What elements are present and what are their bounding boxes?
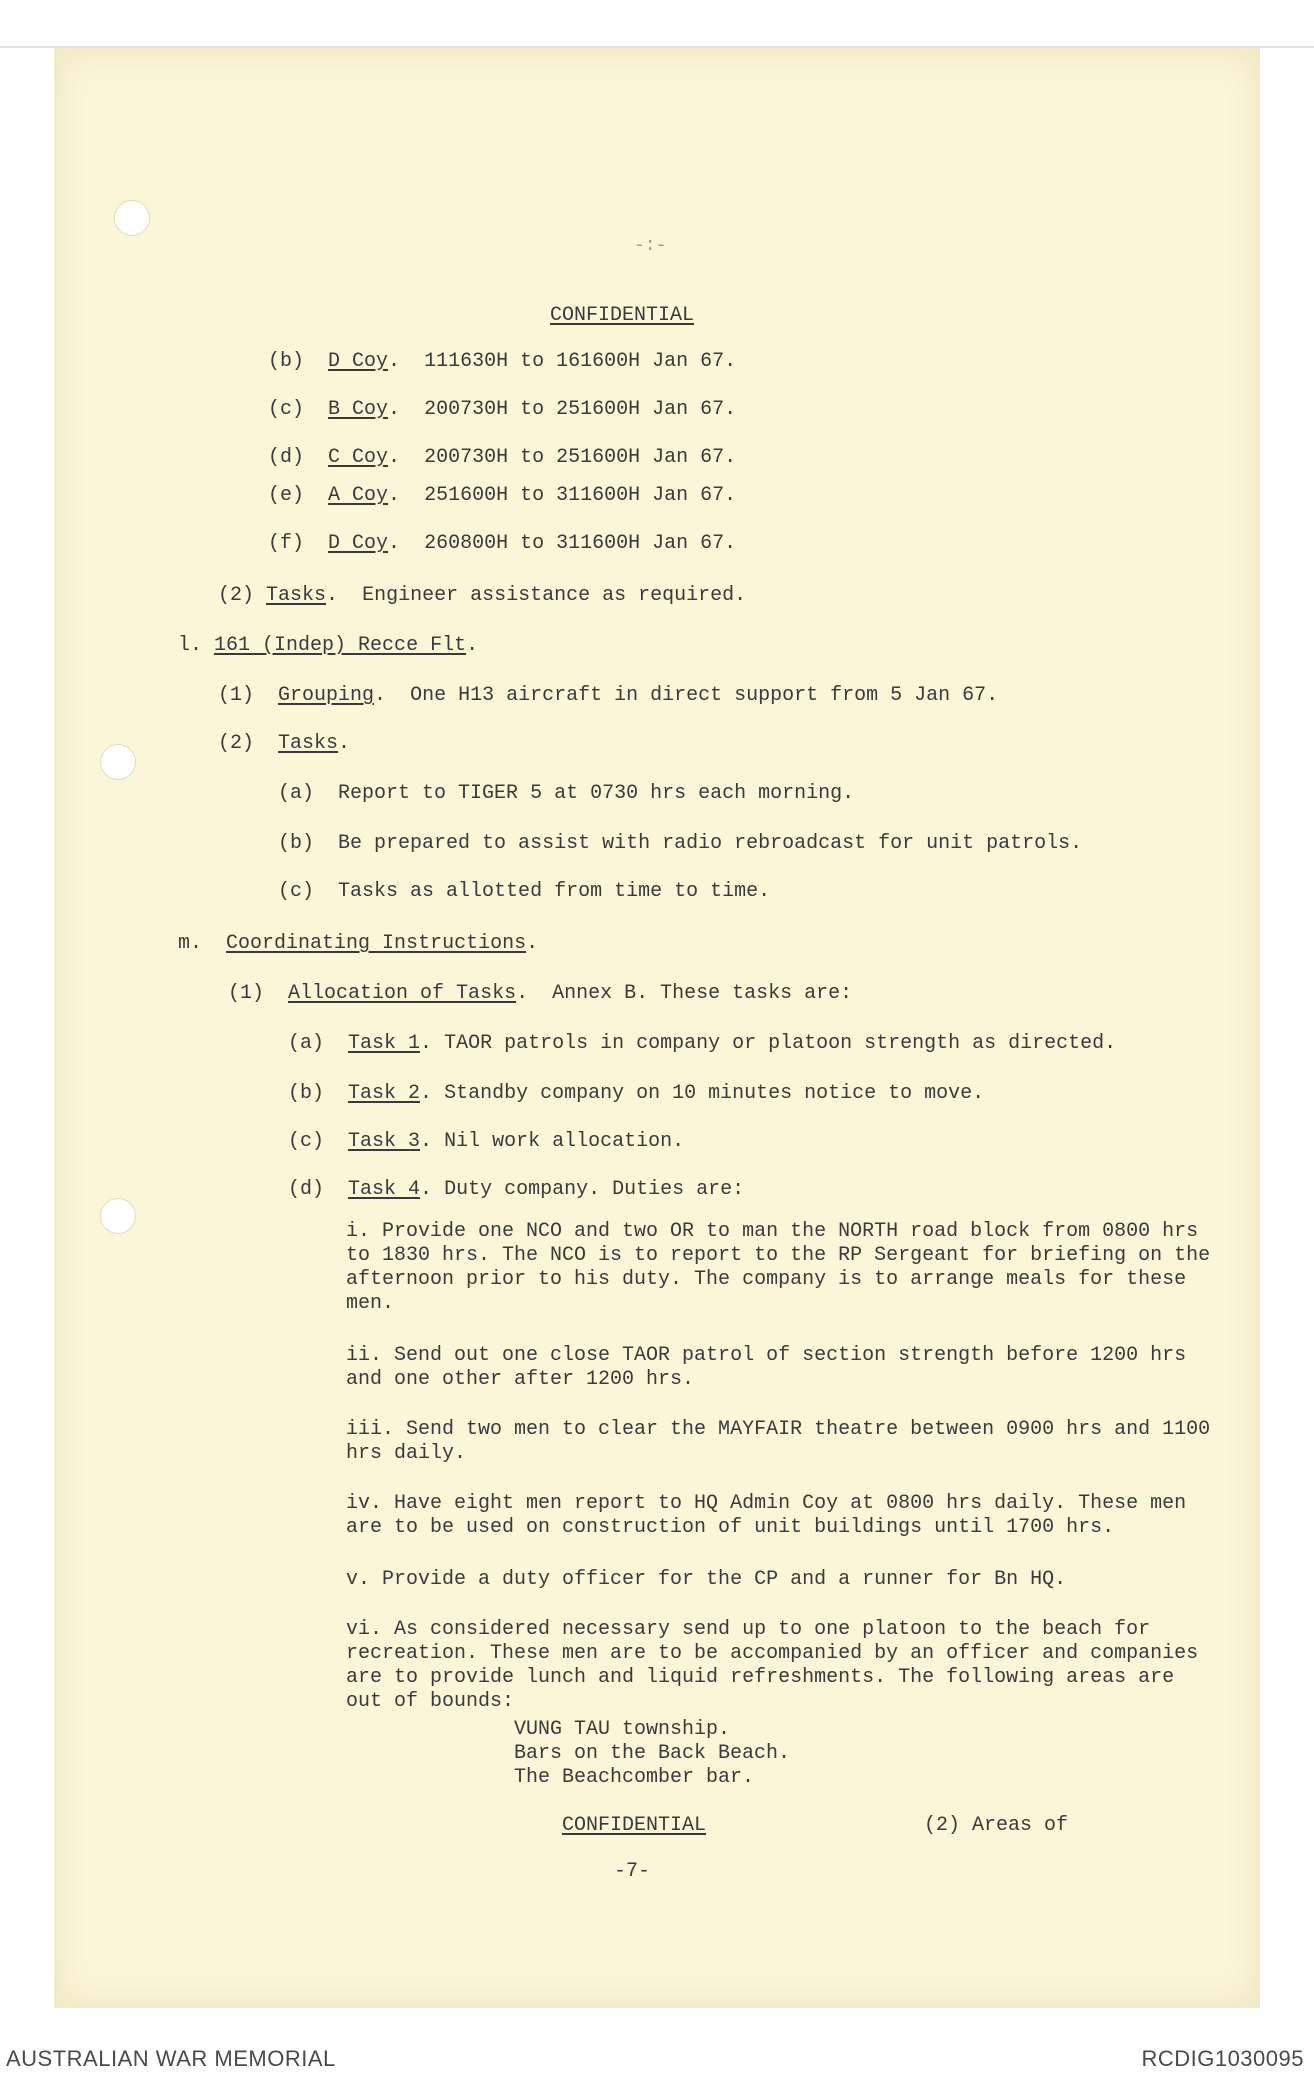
archive-reference: RCDIG1030095 [1141,2046,1304,2071]
duty-item: ii. Send out one close TAOR patrol of section strength before 1200 hrs and one other after 1200 hrs. [346,1344,1187,1391]
coy-row: (c) B Coy. 200730H to 251600H Jan 67. [268,398,737,421]
out-of-bounds-area: VUNG TAU township. [514,1718,731,1741]
task-item: (a) Task 1. TAOR patrols in company or platoon strength as directed. [288,1032,1117,1055]
coy-row: (e) A Coy. 251600H to 311600H Jan 67. [268,484,737,507]
task-item: (c) Task 3. Nil work allocation. [288,1130,685,1153]
task-item: (d) Task 4. Duty company. Duties are: [288,1178,745,1201]
continuation-note: (2) Areas of [924,1814,1069,1837]
section-l-heading: l. 161 (Indep) Recce Flt. [178,634,479,657]
section-m-heading: m. Coordinating Instructions. [178,932,539,955]
header-classification: CONFIDENTIAL [550,304,695,327]
duty-item: vi. As considered necessary send up to one platoon to the beach for recreation. These men are to be accompanied by an officer and companies are to provide lunch and liquid refreshments. The following areas are out of bounds: [346,1618,1199,1713]
task-item: (b) Task 2. Standby company on 10 minutes notice to move. [288,1082,985,1105]
duty-item: iv. Have eight men report to HQ Admin Coy at 0800 hrs daily. These men are to be used on construction of unit buildings until 1700 hrs. [346,1492,1187,1539]
tasks-l-item: (b) Be prepared to assist with radio rebroadcast for unit patrols. [278,832,1083,855]
page-number: -7- [614,1860,651,1883]
duty-item: iii. Send two men to clear the MAYFAIR theatre between 0900 hrs and 1100 hrs daily. [346,1418,1211,1465]
duty-item: i. Provide one NCO and two OR to man the NORTH road block from 0800 hrs to 1830 hrs. The NCO is to report to the RP Sergeant for briefing on the afternoon prior to his duty. The company is to arrange meals for these men. [346,1220,1211,1315]
duty-item: v. Provide a duty officer for the CP and a runner for Bn HQ. [346,1568,1067,1591]
header-mark: -:- [634,236,667,256]
coy-row: (d) C Coy. 200730H to 251600H Jan 67. [268,446,737,469]
out-of-bounds-area: The Beachcomber bar. [514,1766,755,1789]
document-text [54,48,1260,2008]
engineer-tasks: (2) Tasks. Engineer assistance as required. [218,584,747,607]
tasks-l-item: (c) Tasks as allotted from time to time. [278,880,771,903]
document-page [54,48,1260,2008]
grouping-line: (1) Grouping. One H13 aircraft in direct support from 5 Jan 67. [218,684,999,707]
coy-row: (f) D Coy. 260800H to 311600H Jan 67. [268,532,737,555]
tasks-l-item: (a) Report to TIGER 5 at 0730 hrs each morning. [278,782,855,805]
footer-classification: CONFIDENTIAL [562,1814,707,1837]
archive-name: AUSTRALIAN WAR MEMORIAL [6,2046,336,2071]
allocation-line: (1) Allocation of Tasks. Annex B. These tasks are: [228,982,853,1005]
tasks-l-heading: (2) Tasks. [218,732,351,755]
out-of-bounds-area: Bars on the Back Beach. [514,1742,791,1765]
coy-row: (b) D Coy. 111630H to 161600H Jan 67. [268,350,737,373]
